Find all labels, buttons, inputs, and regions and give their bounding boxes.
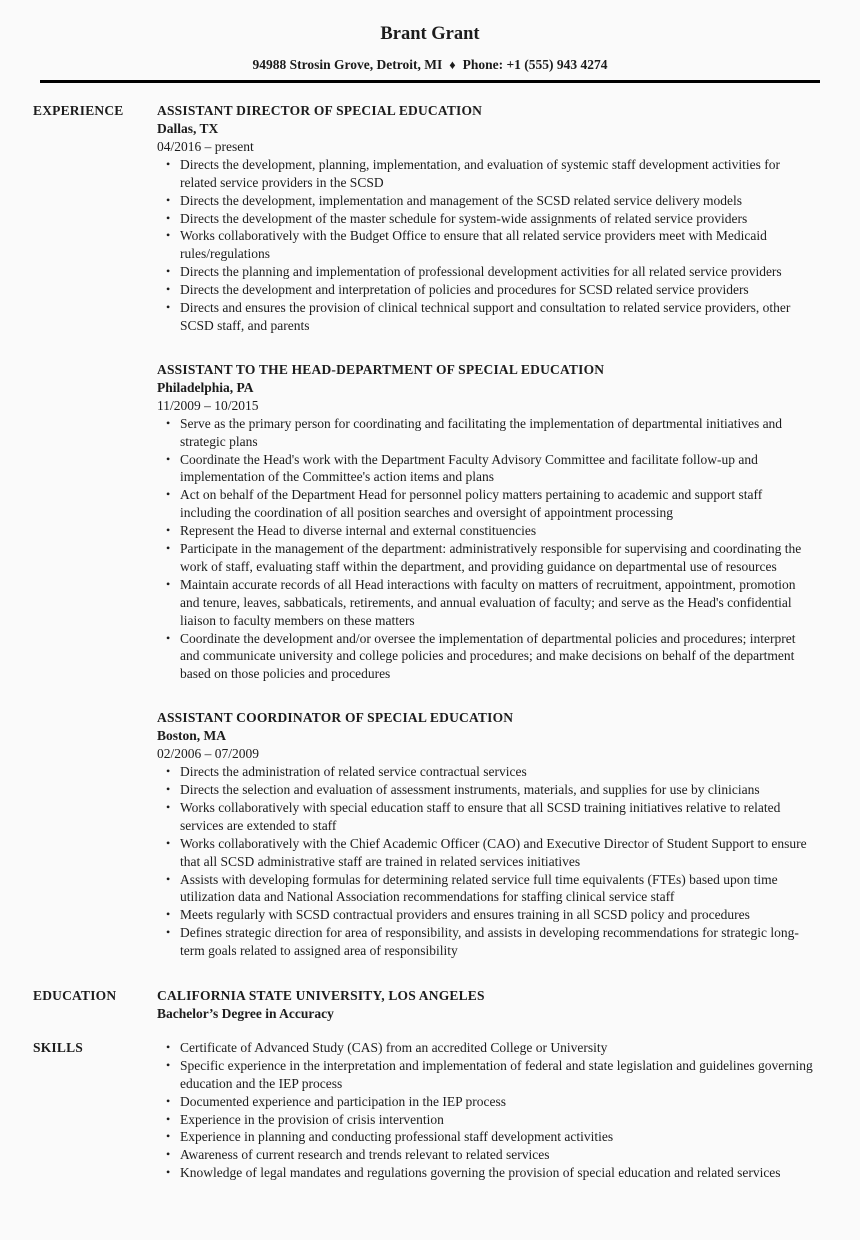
skill-bullet bbox=[157, 1093, 814, 1111]
degree-name: Bachelor’s Degree in Accuracy bbox=[157, 1005, 334, 1021]
job-bullet-list bbox=[157, 763, 814, 960]
bullet-icon: • bbox=[166, 576, 171, 591]
bullet-text: Directs the development of the master schedule for system-wide assignments of related service providers bbox=[180, 210, 748, 226]
bullet-text: Specific experience in the interpretation and implementation of federal and state legislation and guidelines governing education and the IEP process bbox=[180, 1057, 813, 1091]
bullet-text: Directs and ensures the provision of clinical technical support and consultation to related service providers, other SCSD staff, and parents bbox=[180, 300, 791, 333]
job-dates: 11/2009 – 10/2015 bbox=[157, 397, 259, 413]
candidate-name: Brant Grant bbox=[380, 24, 480, 44]
bullet-icon: • bbox=[166, 264, 171, 279]
job-bullet bbox=[157, 799, 814, 835]
bullet-icon: • bbox=[166, 871, 171, 886]
bullet-icon: • bbox=[166, 1093, 171, 1108]
bullet-text: Participate in the management of the department: administratively responsible for supervising and coordinating the work of staff, evaluating staff within the department, and providing guidance on departmental use of resources bbox=[180, 541, 802, 574]
bullet-icon: • bbox=[166, 415, 171, 430]
job-bullet bbox=[157, 281, 814, 299]
job-bullet bbox=[157, 263, 814, 281]
job-dates: 02/2006 – 07/2009 bbox=[157, 746, 260, 762]
bullet-icon: • bbox=[166, 1129, 171, 1144]
job-bullet bbox=[157, 299, 814, 335]
bullet-icon: • bbox=[166, 630, 171, 645]
bullet-text: Serve as the primary person for coordinating and facilitating the implementation of departmental initiatives and strategic plans bbox=[180, 415, 783, 449]
bullet-text: Directs the development, implementation and management of the SCSD related service delivery models bbox=[180, 192, 742, 208]
bullet-text: Works collaboratively with the Budget Office to ensure that all related service providers meet with Medicaid rules/regulations bbox=[180, 228, 767, 262]
bullet-icon: • bbox=[166, 300, 171, 315]
bullet-text: Experience in planning and conducting professional staff development activities bbox=[180, 1129, 614, 1145]
job-bullet bbox=[157, 630, 814, 684]
bullet-icon: • bbox=[166, 782, 171, 796]
bullet-icon: • bbox=[166, 541, 171, 556]
bullet-icon: • bbox=[166, 925, 171, 940]
job-entry-2 bbox=[157, 361, 814, 683]
job-bullet bbox=[157, 576, 814, 630]
job-location: Boston, MA bbox=[157, 728, 227, 744]
bullet-icon: • bbox=[166, 1147, 171, 1162]
bullet-icon: • bbox=[166, 799, 171, 814]
bullet-text: Directs the planning and implementation of professional development activities for all related service providers bbox=[180, 264, 782, 280]
bullet-icon: • bbox=[166, 282, 171, 297]
job-bullet bbox=[157, 906, 814, 924]
job-title: ASSISTANT TO THE HEAD-DEPARTMENT OF SPECIAL EDUCATION bbox=[157, 361, 605, 377]
job-bullet bbox=[157, 522, 814, 540]
skill-bullet bbox=[157, 1164, 814, 1182]
bullet-text: Certificate of Advanced Study (CAS) from an accredited College or University bbox=[180, 1039, 608, 1055]
bullet-text: Maintain accurate records of all Head interactions with faculty on matters of recruitment, appointment, promotion and tenure, leaves, sabbaticals, retirements, and annual evaluation of faculty; and serve as the Head's confidential liaison to faculty members on these matters bbox=[180, 576, 796, 628]
bullet-text: Knowledge of legal mandates and regulations governing the provision of special education and related services bbox=[180, 1165, 781, 1181]
bullet-icon: • bbox=[166, 451, 171, 466]
job-bullet bbox=[157, 871, 814, 907]
job-entry-3 bbox=[157, 709, 814, 960]
skill-bullet bbox=[157, 1111, 814, 1129]
bullet-text: Works collaboratively with the Chief Academic Officer (CAO) and Executive Director of Student Support to ensure that all SCSD administrative staff are trained in related services initiatives bbox=[180, 835, 807, 869]
diamond-separator-icon: ♦ bbox=[449, 58, 456, 72]
job-bullet-list bbox=[157, 415, 814, 684]
bullet-icon: • bbox=[166, 907, 171, 922]
job-bullet bbox=[157, 451, 814, 487]
bullet-icon: • bbox=[166, 228, 171, 243]
bullet-text: Coordinate the Head's work with the Department Faculty Advisory Committee and facilitate follow-up and implementation of the Committee's action items and plans bbox=[180, 451, 758, 485]
bullet-text: Meets regularly with SCSD contractual providers and ensures training in all SCSD policy and procedures bbox=[180, 907, 750, 923]
bullet-icon: • bbox=[166, 487, 171, 502]
bullet-text: Directs the administration of related service contractual services bbox=[180, 764, 527, 780]
bullet-icon: • bbox=[166, 1111, 171, 1126]
job-title: ASSISTANT DIRECTOR OF SPECIAL EDUCATION bbox=[157, 103, 483, 118]
skills-bullet-list bbox=[157, 1039, 814, 1182]
bullet-icon: • bbox=[166, 523, 171, 538]
bullet-text: Act on behalf of the Department Head for personnel policy matters pertaining to academic and support staff including the coordination of all position searches and oversight of appointment processing bbox=[180, 487, 763, 521]
experience-content bbox=[157, 102, 814, 960]
bullet-icon: • bbox=[166, 1165, 171, 1180]
bullet-text: Directs the selection and evaluation of assessment instruments, materials, and supplies for use by clinicians bbox=[180, 782, 760, 797]
bullet-text: Works collaboratively with special education staff to ensure that all SCSD training initiatives relative to related services are extended to staff bbox=[180, 799, 781, 833]
skill-bullet bbox=[157, 1146, 814, 1164]
bullet-text: Coordinate the development and/or oversee the implementation of departmental policies and procedures; interpret and communicate university and college policies and procedures; and make decisions on behalf of the department based on those policies and procedures bbox=[180, 630, 796, 682]
job-bullet bbox=[157, 763, 814, 781]
bullet-text: Awareness of current research and trends relevant to related services bbox=[180, 1147, 550, 1163]
bullet-icon: • bbox=[166, 764, 171, 779]
contact-address: 94988 Strosin Grove, Detroit, MI bbox=[252, 57, 443, 72]
skills-section bbox=[33, 1039, 814, 1182]
resume-header bbox=[0, 0, 860, 83]
bullet-icon: • bbox=[166, 835, 171, 850]
contact-phone: Phone: +1 (555) 943 4274 bbox=[462, 57, 608, 72]
contact-line bbox=[0, 56, 860, 74]
bullet-text: Defines strategic direction for area of responsibility, and assists in developing recommendations for strategic long-term goals related to assigned area of responsibility bbox=[180, 925, 799, 959]
job-bullet-list bbox=[157, 156, 814, 335]
bullet-text: Experience in the provision of crisis intervention bbox=[180, 1111, 444, 1127]
job-dates: 04/2016 – present bbox=[157, 138, 254, 154]
job-bullet bbox=[157, 835, 814, 871]
job-bullet bbox=[157, 540, 814, 576]
job-bullet bbox=[157, 486, 814, 522]
job-location: Philadelphia, PA bbox=[157, 379, 254, 395]
bullet-icon: • bbox=[166, 1057, 171, 1072]
skills-content bbox=[157, 1039, 814, 1182]
job-bullet bbox=[157, 210, 814, 228]
job-bullet bbox=[157, 227, 814, 263]
education-section bbox=[33, 987, 814, 1023]
bullet-icon: • bbox=[166, 192, 171, 207]
section-label-skills: SKILLS bbox=[33, 1039, 83, 1055]
job-bullet bbox=[157, 781, 814, 799]
section-label-education: EDUCATION bbox=[33, 988, 117, 1004]
job-location: Dallas, TX bbox=[157, 121, 219, 136]
education-content bbox=[157, 987, 814, 1023]
job-bullet bbox=[157, 415, 814, 451]
skill-bullet bbox=[157, 1039, 814, 1057]
bullet-icon: • bbox=[166, 156, 171, 171]
section-label-experience: EXPERIENCE bbox=[33, 103, 124, 118]
bullet-text: Documented experience and participation in the IEP process bbox=[180, 1093, 507, 1109]
bullet-icon: • bbox=[166, 1039, 171, 1054]
bullet-text: Assists with developing formulas for determining related service full time equivalents (FTEs) based upon time utilization data and National Association recommendations for staffing clinical service staff bbox=[180, 871, 778, 905]
bullet-icon: • bbox=[166, 210, 171, 225]
bullet-text: Directs the development, planning, implementation, and evaluation of systemic staff development activities for related service providers in the SCSD bbox=[180, 156, 780, 190]
skill-bullet bbox=[157, 1057, 814, 1093]
job-title: ASSISTANT COORDINATOR OF SPECIAL EDUCATION bbox=[157, 710, 514, 726]
skill-bullet bbox=[157, 1128, 814, 1146]
job-bullet bbox=[157, 156, 814, 192]
experience-section bbox=[33, 102, 814, 960]
job-entry-1 bbox=[157, 102, 814, 335]
job-bullet bbox=[157, 924, 814, 960]
job-bullet bbox=[157, 192, 814, 210]
bullet-text: Represent the Head to diverse internal and external constituencies bbox=[180, 523, 537, 539]
bullet-text: Directs the development and interpretation of policies and procedures for SCSD related service providers bbox=[180, 282, 749, 298]
school-name: CALIFORNIA STATE UNIVERSITY, LOS ANGELES bbox=[157, 988, 485, 1004]
resume-body bbox=[0, 83, 860, 1182]
